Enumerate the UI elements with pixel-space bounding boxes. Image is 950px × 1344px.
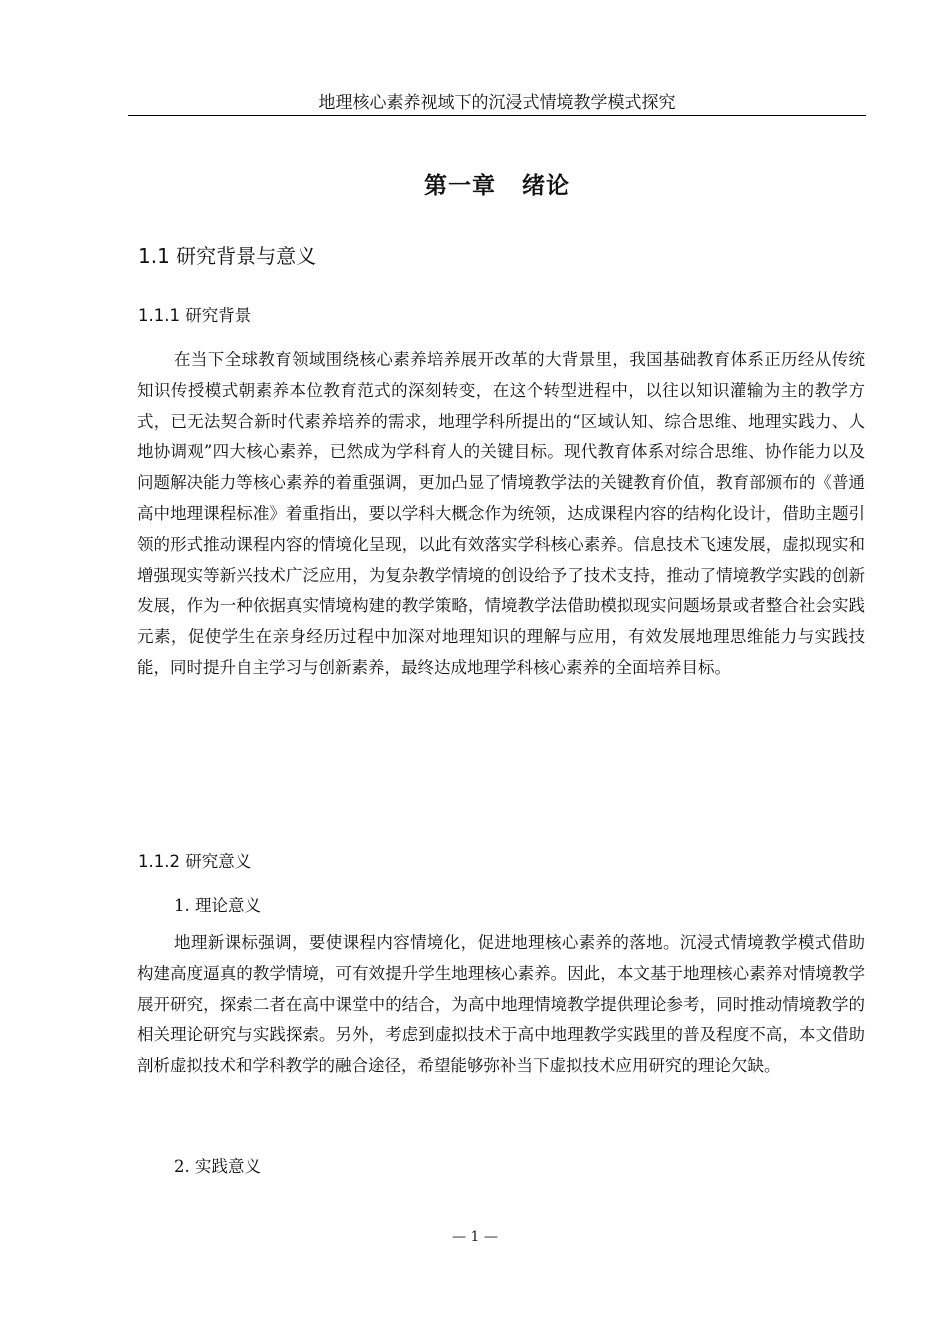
body-paragraph-background: 在当下全球教育领域围绕核心素养培养展开改革的大背景里，我国基础教育体系正历经从传统知识传授模式朝素养本位教育范式的深刻转变，在这个转型进程中，以往以知识灌输为主的教学方式，已无法契合新时代素养培养的需求，地理学科所提出的“区域认知、综合思维、地理实践力、人地协调观”四大核心素养，已然成为学科育人的关键目标。现代教育体系对综合思维、协作能力以及问题解决能力等核心素养的着重强调，更加凸显了情境教学法的关键教育价值，教育部颁布的《普通高中地理课程标准》着重指出，要以学科大概念作为统领，达成课程内容的结构化设计，借助主题引领的形式推动课程内容的情境化呈现，以此有效落实学科核心素养。信息技术飞速发展，虚拟现实和增强现实等新兴技术广泛应用，为复杂教学情境的创设给予了技术支持，推动了情境教学实践的创新发展，作为一种依据真实情境构建的教学策略，情境教学法借助模拟现实问题场景或者整合社会实践元素，促使学生在亲身经历过程中加深对地理知识的理解与应用，有效发展地理思维能力与实践技能，同时提升自主学习与创新素养，最终达成地理学科核心素养的全面培养目标。 (137, 350, 865, 677)
section-heading-1-1: 1.1 研究背景与意义 (138, 244, 317, 268)
body-paragraph-theory: 地理新课标强调，要使课程内容情境化，促进地理核心素养的落地。沉浸式情境教学模式借助构建高度逼真的教学情境，可有效提升学生地理核心素养。因此，本文基于地理核心素养对情境教学展开研究，探索二者在高中课堂中的结合，为高中地理情境教学提供理论参考，同时推动情境教学的相关理论研究与实践探索。另外，考虑到虚拟技术于高中地理教学实践里的普及程度不高，本文借助剖析虚拟技术和学科教学的融合途径，希望能够弥补当下虚拟技术应用研究的理论欠缺。 (137, 933, 865, 1076)
chapter-title-text: 绪论 (522, 173, 570, 199)
list-item-theory: 1. 理论意义 (174, 896, 261, 915)
chapter-number-label: 第一章 (424, 173, 496, 199)
section-heading-1-1-2: 1.1.2 研究意义 (138, 852, 252, 871)
list-item-practice: 2. 实践意义 (174, 1157, 261, 1176)
chapter-title (128, 170, 866, 202)
running-header: 地理核心素养视域下的沉浸式情境教学模式探究 (318, 93, 676, 113)
section-heading-1-1-1: 1.1.1 研究背景 (138, 306, 252, 325)
header-rule (128, 115, 866, 116)
page-number: — 1 — (452, 1229, 498, 1245)
